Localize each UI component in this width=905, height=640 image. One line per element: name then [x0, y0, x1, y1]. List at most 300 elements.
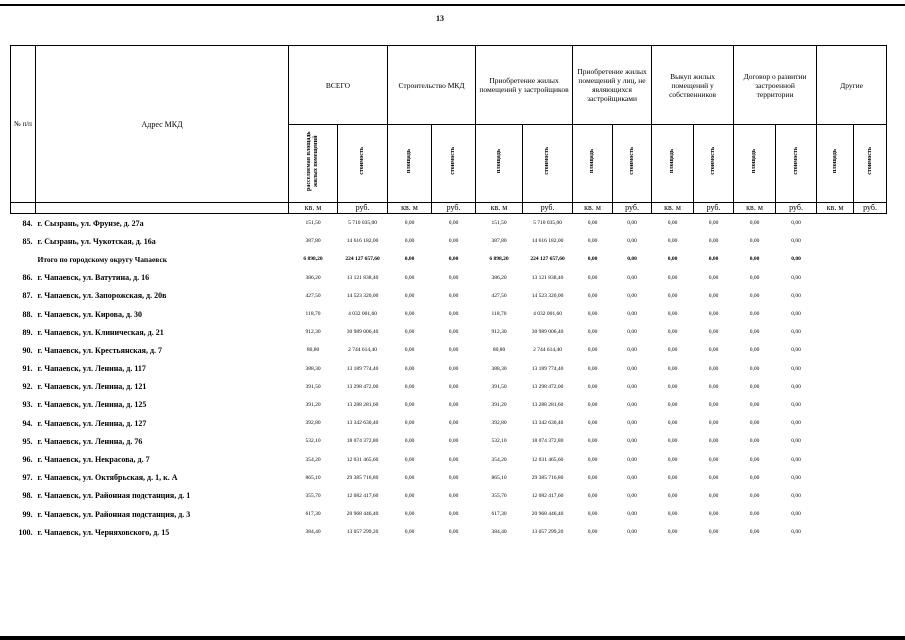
cell-cost: 0,00 [448, 456, 459, 463]
header-sub-cost: стоимость [854, 125, 887, 203]
header-unit-cost: руб. [338, 203, 388, 214]
cell-area: 391,50 [491, 383, 507, 390]
cell-cost: 0,00 [448, 511, 459, 518]
cell-cost: 0,00 [627, 511, 637, 518]
cell-cost: 0,00 [708, 511, 719, 518]
cell-cost: 0,00 [627, 220, 637, 227]
table-row-total [11, 250, 887, 268]
cell-cost: 0,00 [791, 329, 801, 336]
cell-cost: 5 710 035,00 [533, 220, 562, 227]
cell-cost: 0,00 [708, 438, 719, 445]
cell-cost: 0,00 [448, 492, 459, 499]
cell-cost: 2 744 614,40 [348, 347, 377, 354]
cell-area: 0,00 [749, 292, 760, 299]
cell-area: 0,00 [749, 220, 760, 227]
cell-area: 0,00 [404, 238, 415, 245]
header-units-blank [11, 203, 36, 214]
row-address: г. Чапаевск, ул. Некрасова, д. 7 [37, 455, 150, 465]
cell-area: 0,00 [667, 438, 678, 445]
cell-area: 0,00 [404, 511, 415, 518]
cell-cost: 224 127 657,60 [530, 256, 565, 263]
resettlement-table [10, 45, 887, 541]
row-number: 94. [22, 418, 33, 428]
header-unit-cost: руб. [523, 203, 573, 214]
table-row [11, 341, 887, 359]
cell-cost: 13 298 472,00 [531, 383, 564, 390]
row-address: г. Чапаевск, ул. Ленина, д. 127 [37, 418, 147, 428]
cell-cost: 0,00 [791, 256, 801, 263]
header-group-total: ВСЕГО [289, 46, 388, 125]
cell-area: 0,00 [587, 365, 598, 372]
row-number: 89. [22, 327, 33, 337]
cell-area: 0,00 [587, 347, 598, 354]
cell-area: 0,00 [667, 220, 678, 227]
cell-area: 0,00 [587, 256, 598, 263]
cell-cost: 0,00 [627, 347, 637, 354]
cell-area: 0,00 [749, 311, 760, 318]
cell-area: 0,00 [667, 401, 678, 408]
row-number: 98. [22, 491, 33, 501]
cell-cost: 0,00 [708, 456, 719, 463]
cell-cost: 13 342 630,40 [346, 420, 379, 427]
header-group-buyout: Выкуп жилых помещений у собственников [652, 46, 734, 125]
cell-area: 532,10 [305, 438, 321, 445]
cell-cost: 14 523 320,00 [346, 292, 379, 299]
table-row [11, 396, 887, 414]
header-group-territory: Договор о развитии застроенной территории [734, 46, 817, 125]
cell-cost: 0,00 [791, 347, 801, 354]
cell-area: 0,00 [404, 456, 415, 463]
cell-cost: 0,00 [791, 438, 801, 445]
cell-area: 6 898,20 [489, 256, 509, 263]
cell-cost: 0,00 [791, 511, 801, 518]
cell-area: 0,00 [667, 292, 678, 299]
header-address: Адрес МКД [36, 46, 289, 203]
cell-area: 0,00 [587, 329, 598, 336]
page-bottom-border [0, 636, 905, 640]
cell-cost: 14 523 320,00 [531, 292, 564, 299]
header-unit-cost: руб. [613, 203, 652, 214]
header-sub-area: площадь [573, 125, 613, 203]
cell-area: 391,20 [305, 401, 321, 408]
row-address: г. Чапаевск, ул. Октябрьская, д. 1, к. А [37, 473, 178, 483]
cell-cost: 13 342 630,40 [531, 420, 564, 427]
cell-area: 392,80 [491, 420, 507, 427]
row-address: Итого по городскому округу Чапаевск [37, 254, 168, 264]
cell-area: 0,00 [404, 365, 415, 372]
cell-cost: 0,00 [627, 383, 637, 390]
cell-area: 0,00 [404, 220, 415, 227]
cell-area: 386,20 [305, 274, 321, 281]
cell-cost: 0,00 [627, 365, 637, 372]
header-unit-area: кв. м [734, 203, 776, 214]
cell-cost: 0,00 [708, 383, 719, 390]
cell-area: 387,80 [305, 238, 321, 245]
header-sub-cost: стоимость [694, 125, 734, 203]
header-sub-area: площадь [652, 125, 694, 203]
cell-area: 617,30 [305, 511, 321, 518]
cell-cost: 13 189 774,40 [346, 365, 379, 372]
cell-cost: 0,00 [627, 456, 637, 463]
cell-area: 354,20 [305, 456, 321, 463]
cell-area: 0,00 [404, 292, 415, 299]
header-sub-cost: стоимость [523, 125, 573, 203]
row-number: 93. [22, 400, 33, 410]
row-address: г. Чапаевск, ул. Районная подстанция, д. 3 [37, 509, 191, 519]
cell-cost: 0,00 [708, 220, 719, 227]
cell-cost: 29 385 716,80 [346, 474, 379, 481]
cell-cost: 0,00 [708, 238, 719, 245]
cell-area: 0,00 [587, 401, 598, 408]
row-number: 84. [22, 218, 33, 228]
cell-area: 0,00 [404, 492, 415, 499]
header-sub-area: площадь [734, 125, 776, 203]
row-address: г. Чапаевск, ул. Ленина, д. 76 [37, 436, 143, 446]
cell-area: 532,10 [491, 438, 507, 445]
cell-area: 0,00 [404, 420, 415, 427]
row-number: 87. [22, 291, 33, 301]
header-unit-area: кв. м [388, 203, 432, 214]
cell-area: 388,30 [491, 365, 507, 372]
header-sub-area: площадь [388, 125, 432, 203]
cell-area: 0,00 [587, 456, 598, 463]
cell-cost: 0,00 [708, 529, 719, 536]
cell-area: 0,00 [587, 474, 598, 481]
cell-cost: 0,00 [627, 329, 637, 336]
row-number: 88. [22, 309, 33, 319]
cell-cost: 0,00 [627, 274, 637, 281]
cell-cost: 20 968 446,40 [346, 511, 379, 518]
header-num: № п/п [11, 46, 36, 203]
cell-cost: 0,00 [791, 529, 801, 536]
cell-area: 0,00 [667, 511, 678, 518]
header-unit-area: кв. м [652, 203, 694, 214]
header-sub-cost: стоимость [338, 125, 388, 203]
header-unit-cost: руб. [694, 203, 734, 214]
cell-cost: 0,00 [627, 474, 637, 481]
cell-cost: 12 031 465,60 [346, 456, 379, 463]
header-sub-area: расселяемая площадь жилых помещений [289, 125, 338, 203]
cell-cost: 4 032 001,60 [533, 311, 562, 318]
header-unit-area: кв. м [476, 203, 523, 214]
cell-cost: 0,00 [627, 292, 637, 299]
cell-cost: 0,00 [791, 238, 801, 245]
cell-area: 0,00 [587, 238, 598, 245]
cell-cost: 0,00 [708, 274, 719, 281]
cell-area: 0,00 [587, 311, 598, 318]
table-row [11, 232, 887, 250]
row-address: г. Сызрань, ул. Чукотская, д. 16а [37, 236, 156, 246]
cell-cost: 0,00 [708, 256, 719, 263]
cell-area: 0,00 [404, 329, 415, 336]
row-number: 90. [22, 345, 33, 355]
cell-area: 912,30 [305, 329, 321, 336]
cell-area: 0,00 [587, 220, 598, 227]
header-sub-area: площадь [476, 125, 523, 203]
cell-area: 151,50 [305, 220, 321, 227]
cell-area: 865,10 [305, 474, 321, 481]
cell-cost: 0,00 [708, 292, 719, 299]
cell-area: 0,00 [587, 274, 598, 281]
header-group-other: Другие [817, 46, 887, 125]
cell-area: 0,00 [749, 238, 760, 245]
cell-area: 0,00 [587, 292, 598, 299]
row-number: 95. [22, 436, 33, 446]
cell-cost: 13 057 299,20 [531, 529, 564, 536]
cell-cost: 0,00 [708, 347, 719, 354]
header-sub-cost: стоимость [432, 125, 476, 203]
cell-cost: 0,00 [791, 474, 801, 481]
cell-area: 0,00 [667, 311, 678, 318]
row-address: г. Чапаевск, ул. Кирова, д. 30 [37, 309, 143, 319]
cell-cost: 0,00 [708, 492, 719, 499]
cell-cost: 12 082 417,60 [346, 492, 379, 499]
cell-cost: 0,00 [448, 365, 459, 372]
cell-area: 865,10 [491, 474, 507, 481]
cell-cost: 0,00 [627, 256, 637, 263]
cell-area: 0,00 [667, 529, 678, 536]
row-address: г. Чапаевск, ул. Ленина, д. 117 [37, 364, 146, 374]
cell-cost: 30 989 006,40 [531, 329, 564, 336]
cell-cost: 0,00 [448, 438, 459, 445]
cell-cost: 0,00 [448, 256, 459, 263]
cell-cost: 0,00 [708, 329, 719, 336]
cell-cost: 4 032 001,60 [348, 311, 377, 318]
page-number: 13 [436, 14, 444, 23]
cell-cost: 30 989 006,40 [346, 329, 379, 336]
header-unit-area: кв. м [573, 203, 613, 214]
cell-cost: 14 616 182,00 [346, 238, 379, 245]
cell-cost: 0,00 [627, 529, 637, 536]
cell-cost: 13 121 838,40 [531, 274, 564, 281]
row-number: 92. [22, 382, 33, 392]
cell-cost: 20 968 446,40 [531, 511, 564, 518]
cell-cost: 14 616 182,00 [531, 238, 564, 245]
header-group-non-developers: Приобретение жилых помещений у лиц, не являющихся застройщиками [573, 46, 652, 125]
cell-cost: 0,00 [791, 420, 801, 427]
header-unit-area: кв. м [817, 203, 854, 214]
table-row [11, 469, 887, 487]
cell-area: 387,80 [491, 238, 507, 245]
cell-cost: 13 298 472,00 [346, 383, 379, 390]
cell-area: 391,50 [305, 383, 321, 390]
header-units-blank [36, 203, 289, 214]
cell-area: 912,30 [491, 329, 507, 336]
row-number: 85. [22, 236, 33, 246]
header-sub-cost: стоимость [613, 125, 652, 203]
row-number: 97. [22, 473, 33, 483]
header-unit-cost: руб. [854, 203, 887, 214]
cell-area: 0,00 [749, 529, 760, 536]
header-sub-cost: стоимость [776, 125, 817, 203]
cell-cost: 29 385 716,80 [531, 474, 564, 481]
row-address: г. Чапаевск, ул. Клиническая, д. 21 [37, 327, 164, 337]
cell-cost: 0,00 [448, 420, 459, 427]
cell-cost: 0,00 [791, 383, 801, 390]
cell-cost: 0,00 [791, 220, 801, 227]
cell-area: 0,00 [749, 438, 760, 445]
cell-cost: 18 074 372,80 [531, 438, 564, 445]
cell-cost: 0,00 [791, 365, 801, 372]
cell-area: 0,00 [749, 511, 760, 518]
cell-cost: 13 288 281,60 [346, 401, 379, 408]
cell-area: 391,20 [491, 401, 507, 408]
table-row [11, 450, 887, 468]
cell-cost: 0,00 [448, 347, 459, 354]
cell-area: 0,00 [749, 274, 760, 281]
table-row [11, 360, 887, 378]
cell-area: 388,30 [305, 365, 321, 372]
cell-cost: 0,00 [791, 274, 801, 281]
cell-area: 0,00 [749, 347, 760, 354]
cell-cost: 5 710 035,00 [348, 220, 377, 227]
cell-area: 355,70 [491, 492, 507, 499]
table-row [11, 505, 887, 523]
cell-area: 0,00 [587, 511, 598, 518]
cell-area: 386,20 [491, 274, 507, 281]
table-row [11, 305, 887, 323]
cell-area: 0,00 [749, 492, 760, 499]
cell-area: 0,00 [404, 274, 415, 281]
header-unit-cost: руб. [776, 203, 817, 214]
cell-area: 0,00 [404, 383, 415, 390]
cell-cost: 12 031 465,60 [531, 456, 564, 463]
cell-area: 0,00 [587, 438, 598, 445]
cell-area: 617,30 [491, 511, 507, 518]
cell-cost: 224 127 657,60 [345, 256, 380, 263]
row-number: 99. [22, 509, 33, 519]
cell-area: 0,00 [667, 492, 678, 499]
row-number: 100. [18, 527, 33, 537]
table-row [11, 414, 887, 432]
table-row [11, 287, 887, 305]
cell-area: 0,00 [404, 401, 415, 408]
row-address: г. Сызрань, ул. Фрунзе, д. 27а [37, 218, 144, 228]
cell-area: 0,00 [667, 474, 678, 481]
cell-area: 0,00 [404, 529, 415, 536]
cell-area: 0,00 [749, 456, 760, 463]
cell-area: 0,00 [404, 474, 415, 481]
cell-area: 118,70 [305, 311, 321, 318]
cell-area: 0,00 [667, 274, 678, 281]
table-row [11, 523, 887, 541]
cell-area: 355,70 [305, 492, 321, 499]
row-address: г. Чапаевск, ул. Запорожская, д. 20в [37, 291, 167, 301]
cell-cost: 13 057 299,20 [346, 529, 379, 536]
cell-area: 0,00 [587, 529, 598, 536]
cell-cost: 13 189 774,40 [531, 365, 564, 372]
cell-cost: 0,00 [791, 311, 801, 318]
cell-area: 0,00 [667, 365, 678, 372]
cell-area: 0,00 [587, 420, 598, 427]
cell-cost: 0,00 [708, 420, 719, 427]
cell-area: 0,00 [667, 420, 678, 427]
cell-area: 384,40 [305, 529, 321, 536]
cell-area: 0,00 [667, 329, 678, 336]
cell-area: 354,20 [491, 456, 507, 463]
cell-area: 0,00 [667, 456, 678, 463]
cell-area: 0,00 [667, 347, 678, 354]
cell-area: 80,80 [306, 347, 320, 354]
cell-cost: 0,00 [448, 401, 459, 408]
row-number: 91. [22, 364, 33, 374]
cell-cost: 0,00 [448, 529, 459, 536]
cell-area: 0,00 [404, 311, 415, 318]
cell-area: 0,00 [749, 329, 760, 336]
row-number: 86. [22, 273, 33, 283]
row-number: 96. [22, 455, 33, 465]
header-unit-area: кв. м [289, 203, 338, 214]
table-row [11, 323, 887, 341]
table-row [11, 214, 887, 233]
cell-area: 0,00 [749, 365, 760, 372]
row-address: г. Чапаевск, ул. Ленина, д. 121 [37, 382, 147, 392]
cell-area: 427,50 [305, 292, 321, 299]
cell-cost: 0,00 [448, 238, 459, 245]
row-address: г. Чапаевск, ул. Ленина, д. 125 [37, 400, 147, 410]
cell-cost: 0,00 [627, 420, 637, 427]
cell-cost: 0,00 [708, 401, 719, 408]
cell-area: 384,40 [491, 529, 507, 536]
header-unit-cost: руб. [432, 203, 476, 214]
table-row [11, 432, 887, 450]
cell-cost: 12 082 417,60 [531, 492, 564, 499]
cell-cost: 13 288 281,60 [531, 401, 564, 408]
row-address: г. Чапаевск, ул. Районная подстанция, д. 1 [37, 491, 191, 501]
cell-cost: 0,00 [627, 438, 637, 445]
cell-cost: 0,00 [791, 292, 801, 299]
cell-cost: 0,00 [708, 365, 719, 372]
cell-cost: 0,00 [448, 383, 459, 390]
cell-area: 0,00 [749, 401, 760, 408]
row-address: г. Чапаевск, ул. Ватутина, д. 16 [37, 273, 150, 283]
cell-cost: 0,00 [708, 311, 719, 318]
cell-area: 118,70 [491, 311, 507, 318]
row-number [11, 250, 36, 268]
cell-cost: 0,00 [708, 474, 719, 481]
header-sub-area: площадь [817, 125, 854, 203]
header-group-construction: Строительство МКД [388, 46, 476, 125]
cell-area: 0,00 [404, 438, 415, 445]
cell-area: 427,50 [491, 292, 507, 299]
cell-area: 0,00 [749, 256, 760, 263]
cell-area: 6 898,20 [303, 256, 323, 263]
cell-cost: 0,00 [448, 311, 459, 318]
table-row [11, 269, 887, 287]
table-body [11, 214, 887, 542]
cell-cost: 0,00 [627, 401, 637, 408]
cell-area: 0,00 [667, 383, 678, 390]
cell-cost: 0,00 [627, 238, 637, 245]
cell-area: 0,00 [667, 256, 678, 263]
table-row [11, 378, 887, 396]
cell-cost: 0,00 [791, 401, 801, 408]
row-address: г. Чапаевск, ул. Крестьянская, д. 7 [37, 345, 162, 355]
page-top-border [0, 4, 905, 6]
cell-area: 0,00 [404, 256, 415, 263]
cell-area: 0,00 [749, 474, 760, 481]
cell-area: 0,00 [404, 347, 415, 354]
cell-area: 151,50 [491, 220, 507, 227]
cell-area: 392,80 [305, 420, 321, 427]
cell-cost: 0,00 [448, 474, 459, 481]
cell-cost: 0,00 [791, 456, 801, 463]
cell-cost: 0,00 [448, 329, 459, 336]
cell-cost: 13 121 838,40 [346, 274, 379, 281]
cell-cost: 18 074 372,80 [346, 438, 379, 445]
cell-area: 0,00 [587, 383, 598, 390]
cell-cost: 0,00 [627, 311, 637, 318]
